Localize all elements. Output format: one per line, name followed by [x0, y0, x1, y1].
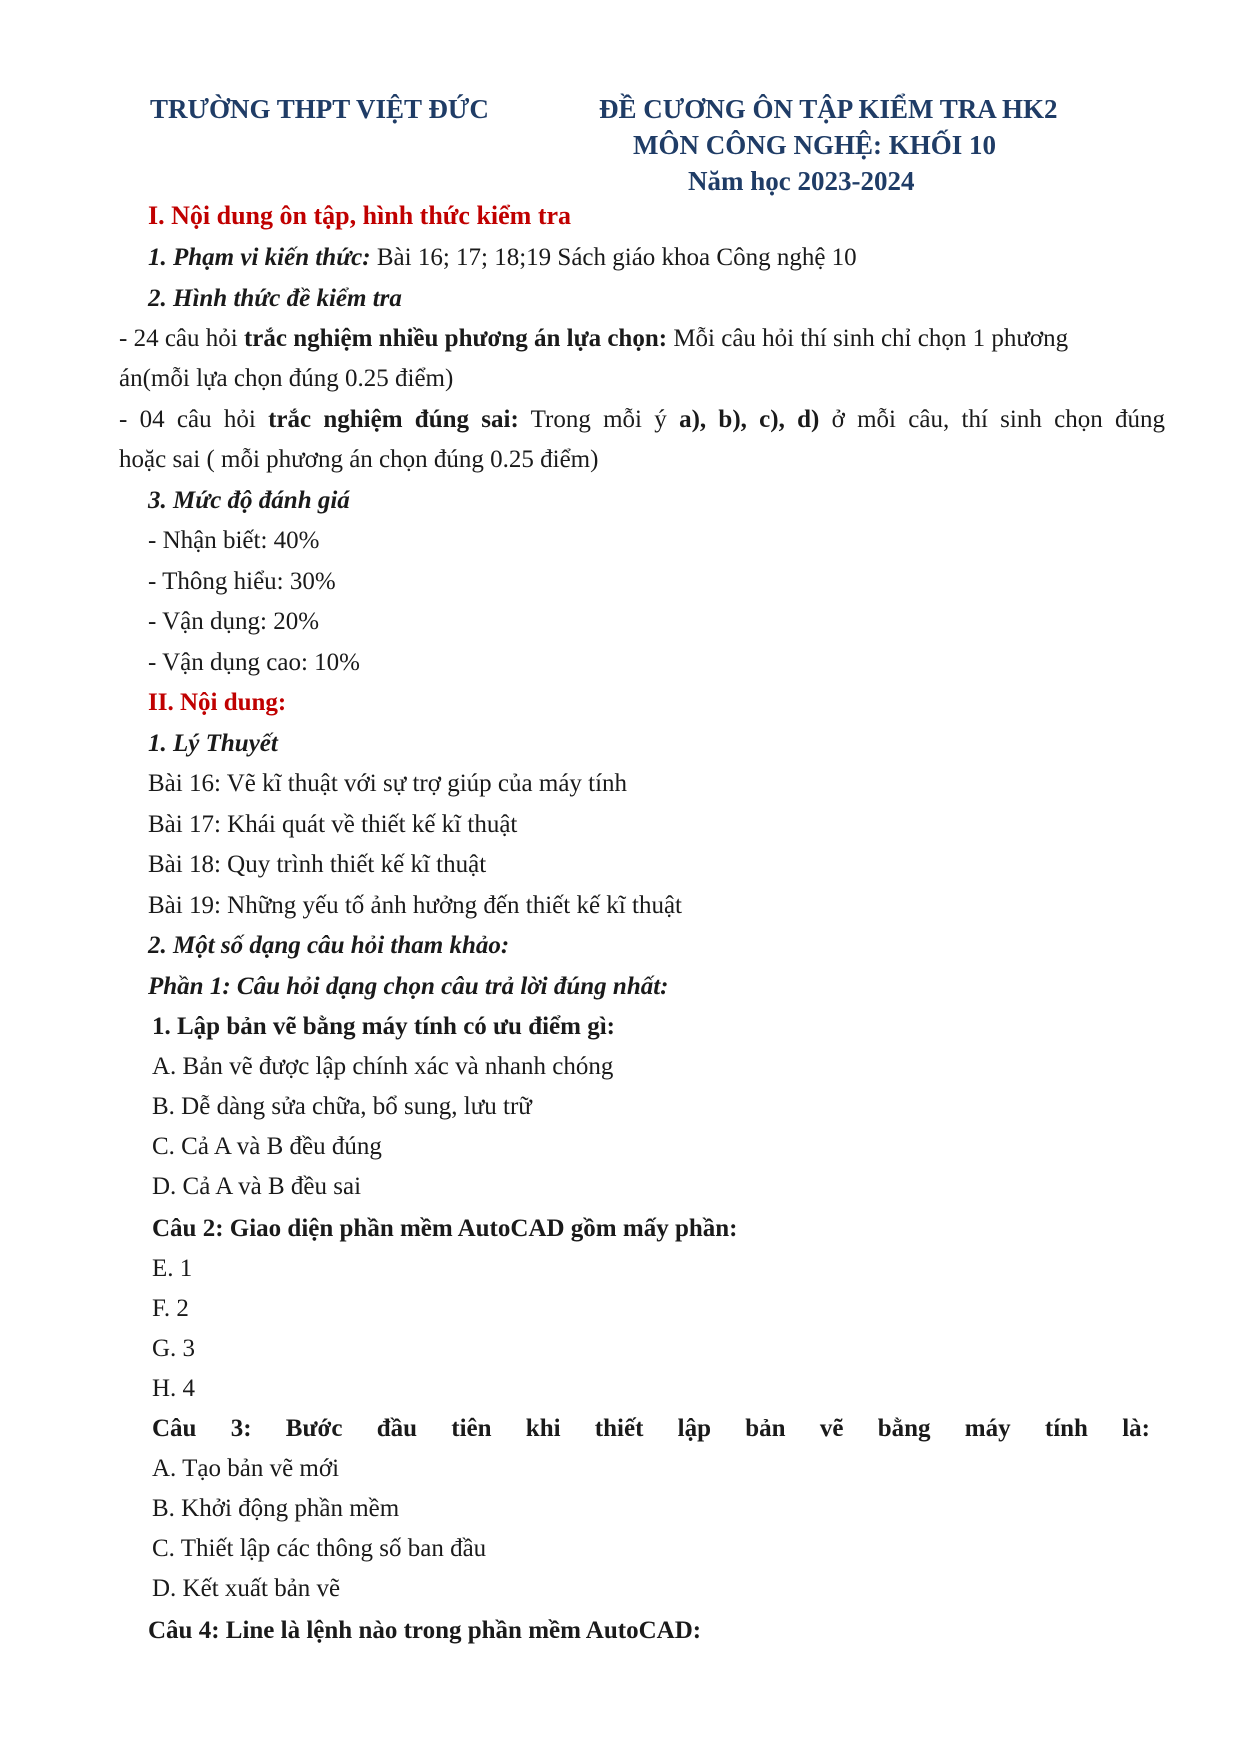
option: H. 4	[152, 1375, 196, 1402]
question-2: Câu 2: Giao diện phần mềm AutoCAD gồm mấy phần:	[152, 1215, 738, 1242]
school-year: Năm học 2023-2024	[688, 166, 915, 196]
part1-heading: Phần 1: Câu hỏi dạng chọn câu trả lời đúng nhất:	[148, 973, 669, 1000]
section-2-heading: II. Nội dung:	[148, 689, 287, 716]
level-heading: 3. Mức độ đánh giá	[148, 487, 350, 514]
tf-line-2: hoặc sai ( mỗi phương án chọn đúng 0.25 điểm)	[119, 446, 599, 473]
option: D. Kết xuất bản vẽ	[152, 1575, 341, 1602]
school-name: TRƯỜNG THPT VIỆT ĐỨC	[150, 94, 489, 124]
tf-line-1: - 04 câu hỏi trắc nghiệm đúng sai: Trong mỗi ý a), b), c), d) ở mỗi câu, thí sinh chọn đúng	[119, 406, 1165, 433]
option: D. Cả A và B đều sai	[152, 1173, 362, 1200]
theory-heading: 1. Lý Thuyết	[148, 730, 278, 757]
scope-label: 1. Phạm vi kiến thức:	[148, 244, 371, 271]
section-1-heading: I. Nội dung ôn tập, hình thức kiểm tra	[148, 201, 572, 230]
mc-type: trắc nghiệm nhiều phương án lựa chọn:	[243, 325, 668, 352]
level-item: - Vận dụng cao: 10%	[148, 649, 360, 676]
lesson-item: Bài 19: Những yếu tố ảnh hưởng đến thiết kế kĩ thuật	[148, 892, 682, 919]
tf-options: a), b), c), d)	[679, 406, 820, 433]
option: F. 2	[152, 1295, 189, 1322]
option: E. 1	[152, 1255, 193, 1282]
question-3: Câu 3: Bước đầu tiên khi thiết lập bản vẽ bằng máy tính là:	[152, 1415, 1150, 1442]
mc-line-2: án(mỗi lựa chọn đúng 0.25 điểm)	[119, 365, 454, 392]
mc-line-1: - 24 câu hỏi trắc nghiệm nhiều phương án lựa chọn: Mỗi câu hỏi thí sinh chỉ chọn 1 phương	[119, 325, 1069, 352]
option: C. Thiết lập các thông số ban đầu	[152, 1535, 487, 1562]
lesson-item: Bài 16: Vẽ kĩ thuật với sự trợ giúp của máy tính	[148, 770, 628, 797]
option: C. Cả A và B đều đúng	[152, 1133, 382, 1160]
scope-text: Bài 16; 17; 18;19 Sách giáo khoa Công nghệ 10	[370, 244, 857, 271]
lesson-item: Bài 17: Khái quát về thiết kế kĩ thuật	[148, 811, 518, 838]
option: B. Khởi động phần mềm	[152, 1495, 400, 1522]
question-1: 1. Lập bản vẽ bằng máy tính có ưu điểm gì:	[152, 1013, 615, 1040]
question-4: Câu 4: Line là lệnh nào trong phần mềm AutoCAD:	[148, 1617, 702, 1644]
option: B. Dễ dàng sửa chữa, bổ sung, lưu trữ	[152, 1093, 532, 1120]
option: A. Bản vẽ được lập chính xác và nhanh chóng	[152, 1053, 614, 1080]
tf-type: trắc nghiệm đúng sai:	[268, 406, 519, 433]
form-heading: 2. Hình thức đề kiểm tra	[148, 285, 402, 312]
lesson-item: Bài 18: Quy trình thiết kế kĩ thuật	[148, 851, 487, 878]
level-item: - Nhận biết: 40%	[148, 527, 320, 554]
option: G. 3	[152, 1335, 196, 1362]
option: A. Tạo bản vẽ mới	[152, 1455, 340, 1482]
sample-heading: 2. Một số dạng câu hỏi tham khảo:	[148, 932, 510, 959]
subject-title: MÔN CÔNG NGHỆ: KHỐI 10	[633, 130, 996, 160]
document-title: ĐỀ CƯƠNG ÔN TẬP KIỂM TRA HK2	[599, 94, 1058, 124]
level-item: - Thông hiểu: 30%	[148, 568, 336, 595]
level-item: - Vận dụng: 20%	[148, 608, 320, 635]
scope-line	[148, 243, 857, 273]
